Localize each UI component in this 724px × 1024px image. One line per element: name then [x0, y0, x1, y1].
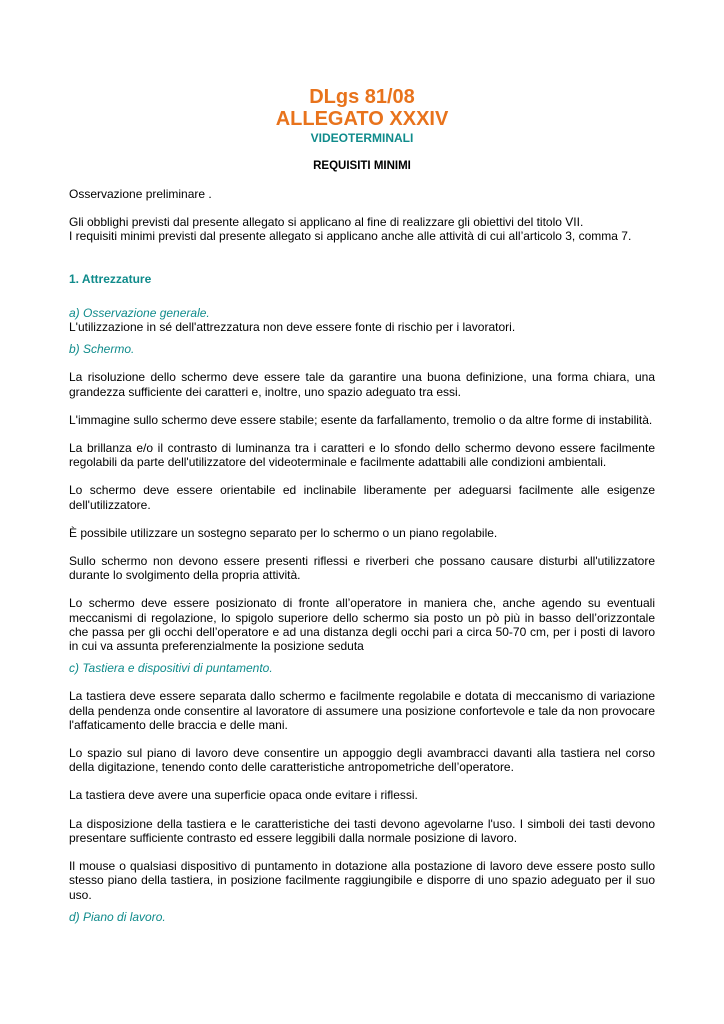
subsection-title-d: d) Piano di lavoro.: [69, 909, 166, 924]
document-title-law: DLgs 81/08: [309, 86, 415, 108]
section-title-equipment: 1. Attrezzature: [69, 271, 152, 286]
document-subtitle: VIDEOTERMINALI: [310, 131, 414, 145]
paragraph-screen: La risoluzione dello schermo deve essere tale da garantire una buona definizione, una forma chiara, una grandezza sufficiente dei caratteri e, inoltre, uno spazio adeguato tra essi.: [69, 370, 655, 399]
paragraph-screen: Sullo schermo non devono essere presenti riflessi e riverberi che possano causare disturbi all'utilizzatore durante lo svolgimento della propria attività.: [69, 554, 655, 583]
subsection-text-a: L'utilizzazione in sé dell'attrezzatura non deve essere fonte di rischio per i lavoratori.: [69, 320, 516, 335]
document-title-annex: ALLEGATO XXXIV: [275, 108, 449, 130]
subsection-title-c: c) Tastiera e dispositivi di puntamento.: [69, 661, 273, 676]
paragraph-screen: L'immagine sullo schermo deve essere stabile; esente da farfallamento, tremolio o da altre forme di instabilità.: [69, 412, 653, 427]
paragraph-keyboard: La disposizione della tastiera e le caratteristiche dei tasti devono agevolarne l'uso. I simboli dei tasti devono presentare sufficiente contrasto ed essere leggibili dalla normale posizione di lavoro.: [69, 816, 655, 845]
document-body: [69, 187, 655, 924]
paragraph-screen: È possibile utilizzare un sostegno separato per lo schermo o un piano regolabile.: [69, 525, 498, 540]
document-heading-requirements: REQUISITI MINIMI: [313, 160, 411, 172]
subsection-title-a: a) Osservazione generale.: [69, 305, 210, 320]
subsection-title-b: b) Schermo.: [69, 342, 135, 357]
paragraph-screen: Lo schermo deve essere orientabile ed inclinabile liberamente per adeguarsi facilmente alle esigenze dell'utilizzatore.: [69, 483, 655, 512]
paragraph-keyboard: Lo spazio sul piano di lavoro deve consentire un appoggio degli avambracci davanti alla tastiera nel corso della digitazione, tenendo conto delle caratteristiche antropometriche dell’operatore.: [69, 746, 655, 775]
paragraph-keyboard: Il mouse o qualsiasi dispositivo di puntamento in dotazione alla postazione di lavoro deve essere posto sullo stesso piano della tastiera, in posizione facilmente raggiungibile e disporre di uno spazio adeguato per il suo uso.: [69, 859, 655, 902]
intro-text-1: Gli obblighi previsti dal presente allegato si applicano al fine di realizzare gli obiettivi del titolo VII.: [69, 215, 584, 230]
paragraph-screen: Lo schermo deve essere posizionato di fronte all’operatore in maniera che, anche agendo su eventuali meccanismi di regolazione, lo spigolo superiore dello schermo sia posto un pò più in basso dell’orizzontale che passa per gli occhi dell’operatore e ad una distanza degli occhi pari a circa 50-70 cm, per i posti di lavoro in cui va assunta preferenzialmente la posizione seduta: [69, 596, 655, 654]
intro-text-2: I requisiti minimi previsti dal presente allegato si applicano anche alle attività di cui all’articolo 3, comma 7.: [69, 229, 632, 244]
intro-observation: Osservazione preliminare .: [69, 187, 212, 201]
paragraph-keyboard: La tastiera deve avere una superficie opaca onde evitare i riflessi.: [69, 788, 418, 803]
paragraph-screen: La brillanza e/o il contrasto di luminanza tra i caratteri e lo sfondo dello schermo devono essere facilmente regolabili da parte dell'utilizzatore del videoterminale e facilmente adattabili alle condizioni ambientali.: [69, 441, 655, 470]
paragraph-keyboard: La tastiera deve essere separata dallo schermo e facilmente regolabile e dotata di meccanismo di variazione della pendenza onde consentire al lavoratore di assumere una posizione confortevole e tale da non provocare l'affaticamento delle braccia e delle mani.: [69, 689, 655, 732]
